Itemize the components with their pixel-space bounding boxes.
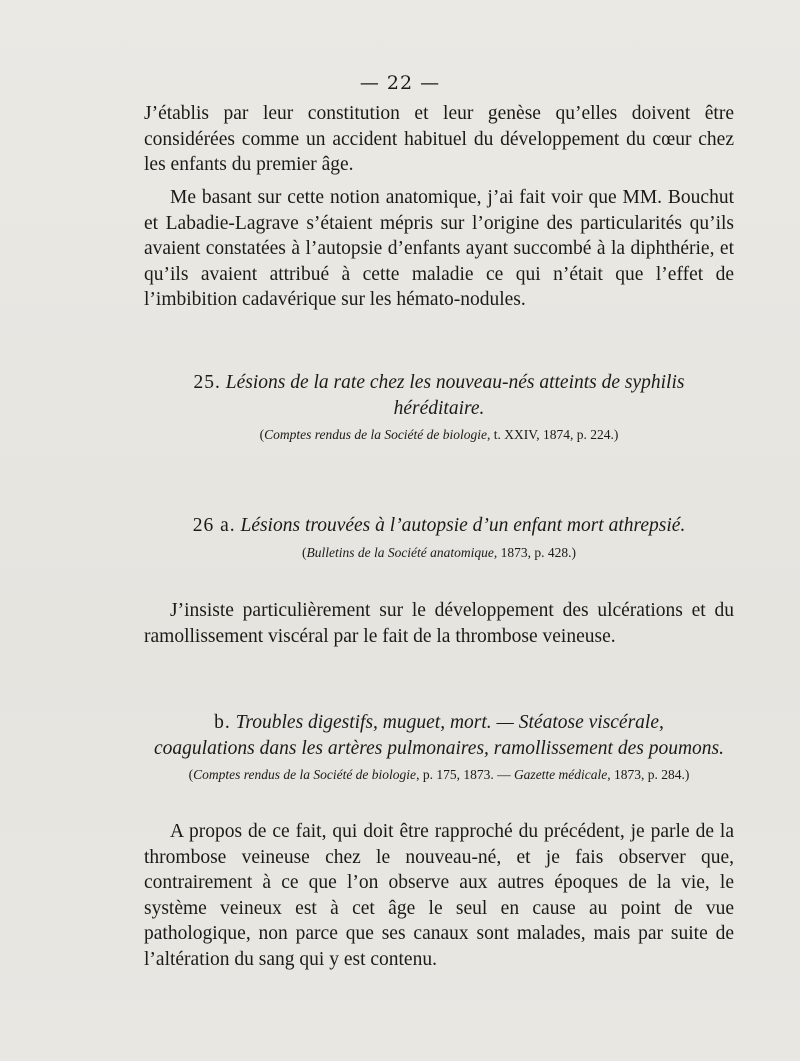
entry-title xyxy=(144,370,734,421)
source-journal: Gazette médicale xyxy=(513,767,608,782)
source-details: , 1873, p. 428.) xyxy=(493,544,577,560)
paragraph-text: Me basant sur cette notion anatomique, j’ai fait voir que MM. Bouchut et Labadie-Lagrave s’étaient mépris sur l’origine des particularités qu’ils avaient constatées à l’autopsie d’enfants ayant succombé à la diphthérie, et qu’ils avaient attribué à cette maladie ce qui n’était que l’effet de l’imbibition cadavérique sur les hémato-nodules. xyxy=(144,187,734,310)
source-paren: ( xyxy=(259,427,265,442)
entry-title-line: Troubles digestifs, muguet, mort. — Stéatose viscérale, xyxy=(235,712,664,733)
entry-25 xyxy=(144,370,734,443)
entry-title-line: coagulations dans les artères pulmonaires, ramollissement des poumons. xyxy=(154,737,724,759)
entry-title xyxy=(144,710,734,761)
source-journal: Bulletins de la Société anatomique xyxy=(306,544,494,560)
paragraph-text: J’insiste particulièrement sur le développement des ulcérations et du ramollissement viscéral par le fait de la thrombose veineuse. xyxy=(144,600,734,647)
source-paren: ( xyxy=(188,767,194,782)
entry-source xyxy=(144,545,734,561)
entry-title-line: Lésions de la rate chez les nouveau-nés atteints de syphilis xyxy=(225,372,685,393)
entry-26b xyxy=(144,710,734,783)
entry-source xyxy=(144,427,734,443)
source-paren: ( xyxy=(301,544,307,560)
entry-title-line: Lésions trouvées à l’autopsie d’un enfant mort athrepsié. xyxy=(240,515,686,536)
page-number: — 22 — xyxy=(359,72,441,94)
paragraph-bouchut xyxy=(144,185,734,313)
source-details: , 1873, p. 284.) xyxy=(607,767,690,782)
entry-number: 25. xyxy=(193,372,221,393)
entry-source xyxy=(144,767,734,783)
entry-26a xyxy=(144,513,734,561)
paragraph-constitution xyxy=(144,101,734,178)
paragraph-text: J’établis par leur constitution et leur genèse qu’elles doivent être considérées comme un accident habituel du développement du cœur chez les enfants du premier âge. xyxy=(144,103,734,175)
paragraph-a-propos xyxy=(144,819,734,972)
source-details: , t. XXIV, 1874, p. 224.) xyxy=(487,427,619,442)
source-journal: Comptes rendus de la Société de biologie xyxy=(193,767,417,782)
source-journal: Comptes rendus de la Société de biologie xyxy=(264,427,488,442)
entry-title-line: héréditaire. xyxy=(393,397,485,419)
paragraph-text: A propos de ce fait, qui doit être rapproché du précédent, je parle de la thrombose veineuse chez le nouveau-né, et je fais observer que, contrairement à ce que l’on observe aux autres époques de la vie, le système veineux est à cet âge le seul en cause au point de vue pathologique, non parce que ses canaux sont malades, mais par suite de l’altération du sang qui y est contenu. xyxy=(144,821,734,970)
paragraph-thrombose xyxy=(144,598,734,649)
entry-number: b. xyxy=(214,712,231,733)
source-details: , p. 175, 1873. — xyxy=(416,767,514,782)
entry-title xyxy=(144,513,734,539)
entry-number: 26 a. xyxy=(192,515,236,536)
